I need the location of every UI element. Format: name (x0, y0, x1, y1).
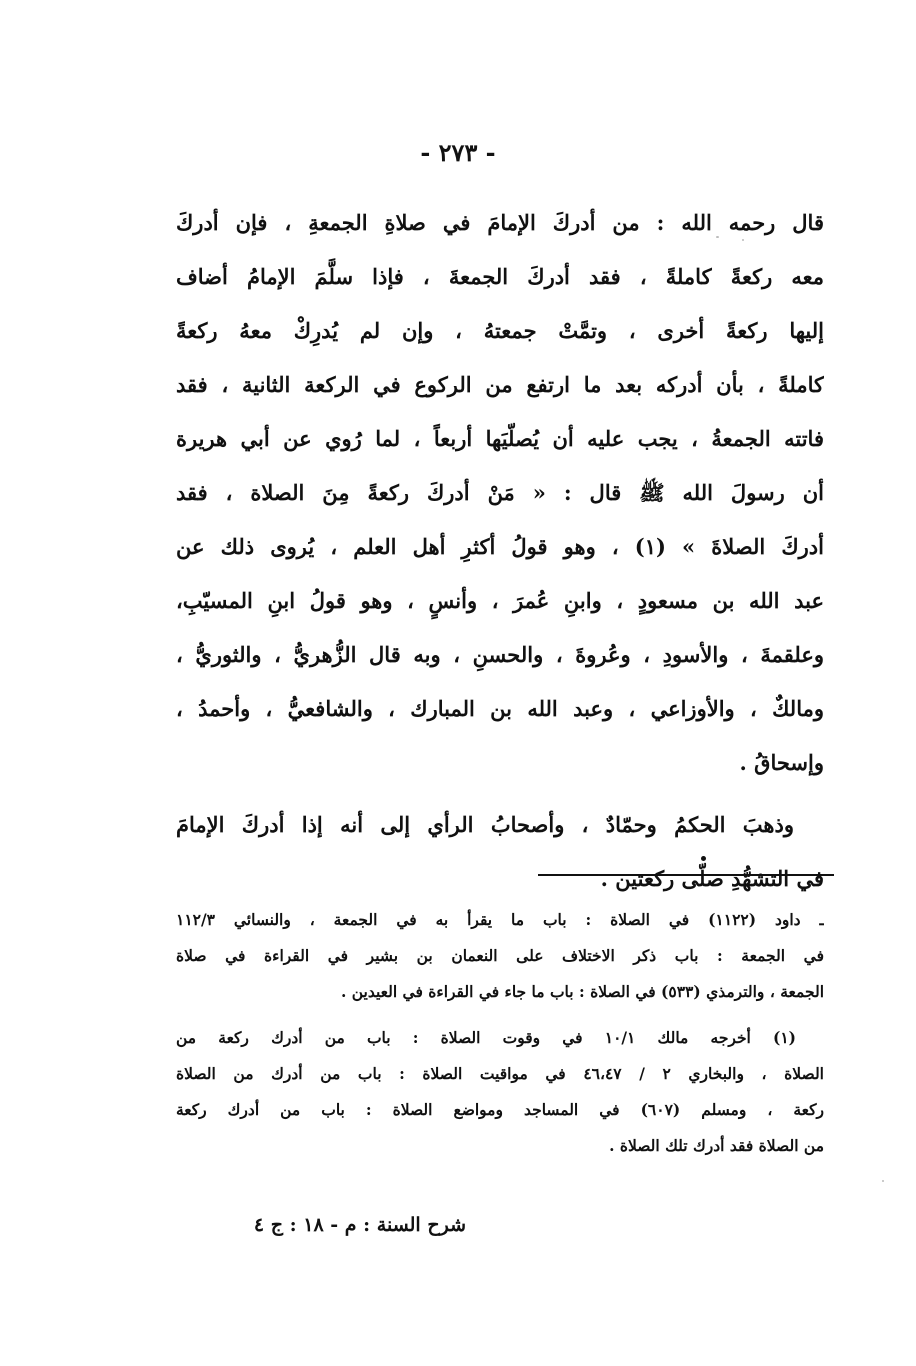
footnote-line: الجمعة ، والترمذي (٥٣٣) في الصلاة : باب ما جاء في القراءة في العيدين . (340, 982, 824, 1001)
footnote-line: (١) أخرجه مالك ١٠/١ في وقوت الصلاة : باب من أدرك ركعة من (176, 1028, 797, 1047)
main-text-line: أدركَ الصلاةَ » (١) ، وهو قولُ أكثرِ أهل العلم ، يُروى ذلك عن (176, 534, 824, 559)
footnote-line: ركعة ، ومسلم (٦٠٧) في المساجد ومواضع الصلاة : باب من أدرك ركعة (176, 1100, 824, 1119)
main-text (176, 196, 824, 906)
main-text-line: وعلقمةَ ، والأسودِ ، وعُروةَ ، والحسنِ ، وبه قال الزُّهريُّ ، والثوريُّ ، (176, 642, 824, 667)
scan-speck (716, 236, 719, 238)
footnote-separator (538, 874, 834, 876)
main-text-line: أن رسولَ الله ﷺ قال : « مَنْ أدركَ ركعةً مِنَ الصلاة ، فقد (176, 480, 824, 505)
separator-dot (701, 856, 706, 861)
main-text-line: فاتته الجمعةُ ، يجب عليه أن يُصلّيَها أربعاً ، لما رُوي عن أبي هريرة (176, 426, 824, 451)
paragraph-gap (176, 790, 824, 798)
main-text-line: كاملةً ، بأن أدركه بعد ما ارتفع من الركوع في الركعة الثانية ، فقد (176, 372, 824, 397)
footnotes (176, 902, 824, 1164)
scan-speck (742, 239, 744, 241)
footnote-line: الصلاة ، والبخاري ٢ / ٤٦،٤٧ في مواقيت الصلاة : باب من أدرك من الصلاة (176, 1064, 824, 1083)
main-text-line: وإسحاقُ . (739, 750, 824, 775)
main-text-line: إليها ركعةً أخرى ، وتمَّتْ جمعتهُ ، وإن لم يُدرِكْ معهُ ركعةً (176, 318, 824, 343)
page-number: - ٢٧٣ - (420, 138, 496, 167)
footnote-line: ـ داود (١١٢٢) في الصلاة : باب ما يقرأ به في الجمعة ، والنسائي ١١٢/٣ (176, 910, 824, 929)
scan-speck (882, 1180, 884, 1182)
main-text-line: معه ركعةً كاملةً ، فقد أدركَ الجمعةَ ، فإذا سلَّمَ الإمامُ أضاف (176, 264, 824, 289)
main-text-line: ومالكٌ ، والأوزاعي ، وعبد الله بن المبارك ، والشافعيُّ ، وأحمدُ ، (176, 696, 824, 721)
main-text-line: عبد الله بن مسعودٍ ، وابنِ عُمرَ ، وأنسٍ ، وهو قولُ ابنِ المسيّبِ، (176, 588, 824, 613)
main-text-line: وذهبَ الحكمُ وحمّادٌ ، وأصحابُ الرأي إلى أنه إذا أدركَ الإمامَ (176, 812, 794, 837)
footnote-gap (176, 1010, 824, 1020)
page-footer: شرح السنة : م - ١٨ : ج ٤ (253, 1214, 466, 1236)
main-text-line: قال رحمه الله : من أدركَ الإمامَ في صلاةِ الجمعةِ ، فإن أدركَ (176, 210, 824, 235)
main-text-line: في التشهُّدِ صلّى ركعتين . (600, 866, 824, 891)
footnote-line: من الصلاة فقد أدرك تلك الصلاة . (609, 1136, 824, 1155)
footnote-line: في الجمعة : باب ذكر الاختلاف على النعمان بن بشير في القراءة في صلاة (176, 946, 824, 965)
